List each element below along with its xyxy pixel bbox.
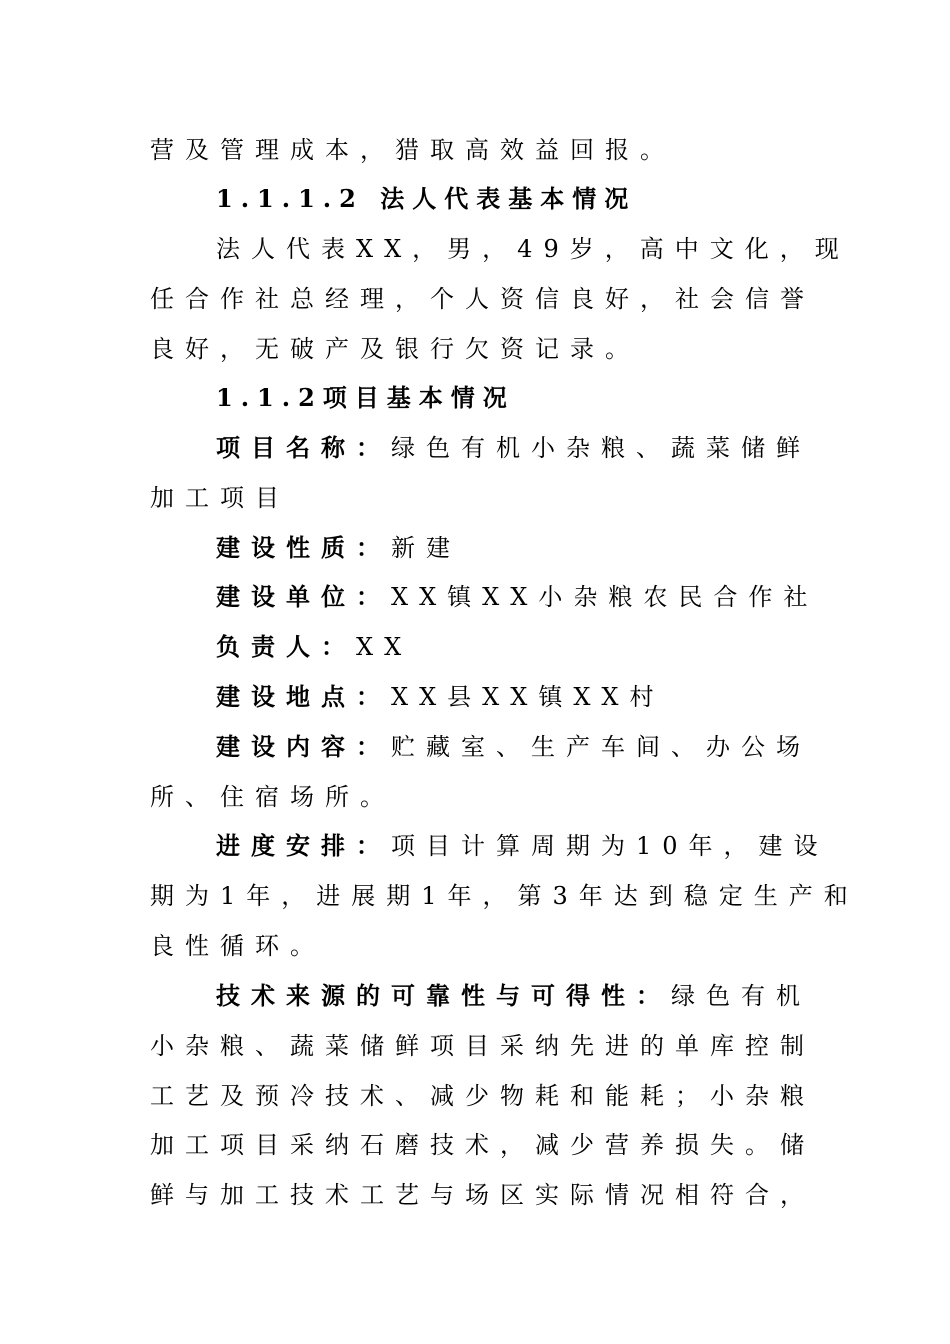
field-value: XX xyxy=(356,633,413,661)
paragraph-line: 法人代表XX，男，49岁，高中文化，现 xyxy=(216,235,850,263)
field-value: 新建 xyxy=(391,534,461,562)
field-label: 建设性质： xyxy=(216,533,391,562)
paragraph-line: 加工项目采纳石磨技术，减少营养损失。储 xyxy=(150,1131,815,1159)
field-responsible-person xyxy=(216,632,796,662)
paragraph-line: 良好，无破产及银行欠资记录。 xyxy=(150,335,640,363)
field-value: XX县XX镇XX村 xyxy=(391,683,665,711)
paragraph-line: 营及管理成本，猎取高效益回报。 xyxy=(150,136,675,164)
paragraph-line: 工艺及预冷技术、减少物耗和能耗；小杂粮 xyxy=(150,1082,815,1110)
paragraph-line: 任合作社总经理，个人资信良好，社会信誉 xyxy=(150,285,815,313)
field-value: 绿色有机小杂粮、蔬菜储鲜 xyxy=(391,434,811,462)
field-value: XX镇XX小杂粮农民合作社 xyxy=(391,583,819,611)
field-construction-content xyxy=(216,732,811,762)
field-label: 负责人： xyxy=(216,632,356,661)
paragraph-line: 期为1年，进展期1年，第3年达到稳定生产和 xyxy=(150,882,859,910)
field-label: 技术来源的可靠性与可得性： xyxy=(216,981,671,1010)
paragraph-line: 小杂粮、蔬菜储鲜项目采纳先进的单库控制 xyxy=(150,1032,815,1060)
paragraph-line: 鲜与加工技术工艺与场区实际情况相符合， xyxy=(150,1181,815,1209)
field-label: 建设单位： xyxy=(216,582,391,611)
field-label: 项目名称： xyxy=(216,433,391,462)
section-heading: 1.1.2项目基本情况 xyxy=(216,383,515,412)
paragraph-line: 良性循环。 xyxy=(150,932,325,960)
field-construction-unit xyxy=(216,582,819,612)
field-value: 贮藏室、生产车间、办公场 xyxy=(391,733,811,761)
field-construction-site xyxy=(216,682,796,712)
field-value: 绿色有机 xyxy=(671,982,811,1010)
field-project-name xyxy=(216,433,811,463)
field-label: 建设地点： xyxy=(216,682,391,711)
field-construction-nature xyxy=(216,533,796,563)
paragraph-line: 所、住宿场所。 xyxy=(150,783,395,811)
field-label: 进度安排： xyxy=(216,831,391,860)
field-technology-source xyxy=(216,981,811,1011)
field-label: 建设内容： xyxy=(216,732,391,761)
section-heading: 1.1.1.2 法人代表基本情况 xyxy=(216,184,637,213)
paragraph-line: 加工项目 xyxy=(150,484,290,512)
field-schedule xyxy=(216,831,829,861)
field-value: 项目计算周期为10年，建设 xyxy=(391,832,829,860)
